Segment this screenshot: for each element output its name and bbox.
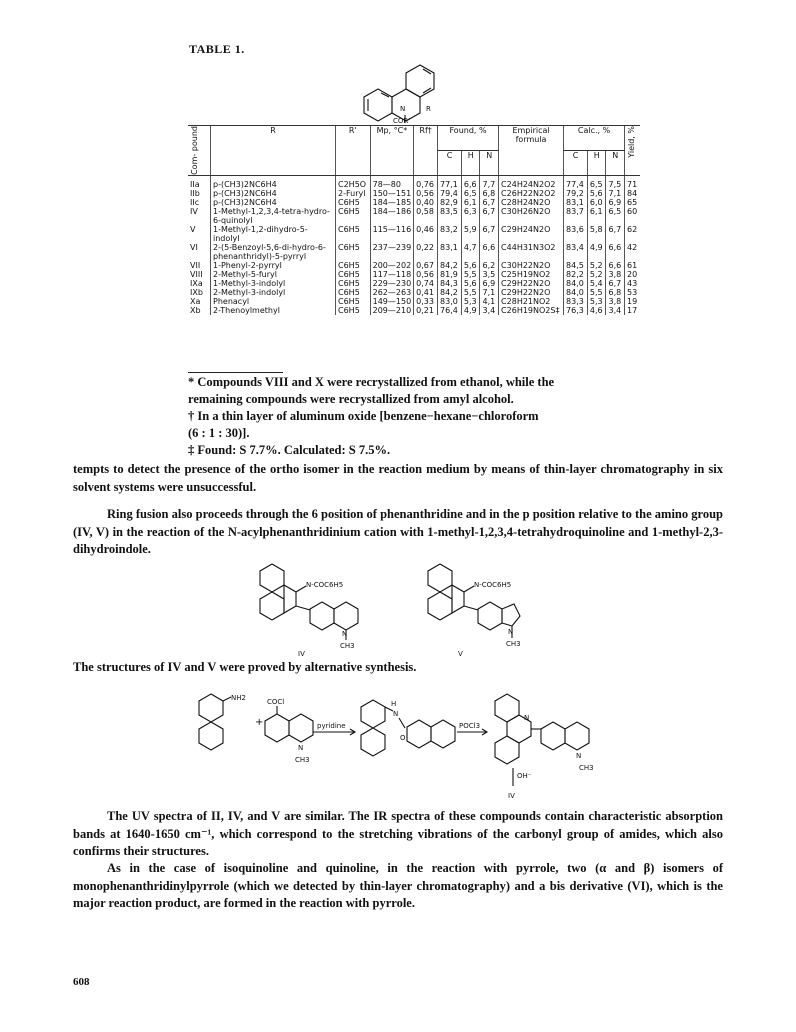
iv-cor-label: N-COC6H5 xyxy=(306,581,344,589)
table-cell-calc-c: 83,3 xyxy=(564,297,588,306)
table-cell-compound: IIa xyxy=(190,179,200,189)
table-cell-calc-n: 6,7 xyxy=(606,225,625,243)
table-cell-yield: 65 xyxy=(625,198,640,207)
table-cell-calc-c: 79,2 xyxy=(564,189,588,198)
table-cell-found-h: 6,6 xyxy=(461,175,480,189)
footnote-line: † In a thin layer of aluminum oxide [benzene−hexane−chloroform xyxy=(188,409,539,423)
table-structure-diagram xyxy=(360,55,460,125)
table-cell-calc-c: 82,2 xyxy=(564,270,588,279)
header-empirical-formula: Empirical formula xyxy=(499,126,564,176)
ch3-1-label: CH3 xyxy=(295,756,310,764)
acid-chloride xyxy=(265,698,313,764)
table-body xyxy=(188,175,640,315)
table-cell-yield: 42 xyxy=(625,243,640,261)
table-cell-r-prime: C6H5 xyxy=(336,297,371,306)
table-cell-rf: 0,40 xyxy=(414,198,438,207)
table-cell-calc-c: 76,3 xyxy=(564,306,588,315)
header-calc: Calc., % xyxy=(564,126,625,151)
header-found-c: C xyxy=(438,150,462,175)
table-cell-found-n: 6,8 xyxy=(480,189,499,198)
table-cell-mp: 209—210 xyxy=(370,306,414,315)
table-cell-formula: C28H24N2O xyxy=(499,198,564,207)
aminobiphenyl xyxy=(199,694,246,750)
table-cell-rf: 0,41 xyxy=(414,288,438,297)
scheme-synthesis xyxy=(195,690,615,805)
header-found-h: H xyxy=(461,150,480,175)
table-row xyxy=(188,279,640,288)
table-cell-r-prime: C6H5 xyxy=(336,225,371,243)
table-cell-found-c: 83,2 xyxy=(438,225,462,243)
paragraph-4: The UV spectra of II, IV, and V are similar. The IR spectra of these compounds contain characteristic absorption bands at 1640-1650 cm⁻¹, which correspond to the stretching vibrations of the carbonyl group of amides, which also confirms their structures. xyxy=(73,809,723,858)
table-cell-mp: 200—202 xyxy=(370,261,414,270)
table-cell-rf: 0,58 xyxy=(414,207,438,225)
cocl-label: COCl xyxy=(267,698,285,706)
table-cell-rf: 0,33 xyxy=(414,297,438,306)
table-cell-calc-n: 7,1 xyxy=(606,189,625,198)
table-cell-rf: 0,67 xyxy=(414,261,438,270)
table-cell-r: 2-Thenoylmethyl xyxy=(211,306,336,315)
table-cell-formula: C24H24N2O2 xyxy=(499,175,564,189)
table-cell-calc-h: 5,6 xyxy=(587,189,606,198)
header-mp: Mp, °C* xyxy=(370,126,414,176)
header-r: R xyxy=(211,126,336,176)
n4-label: N xyxy=(576,752,582,760)
table-cell-calc-c: 77,4 xyxy=(564,175,588,189)
table-cell-r-prime: 2-Furyl xyxy=(336,189,371,198)
structure-iv xyxy=(260,564,358,658)
table-cell-calc-n: 7,5 xyxy=(606,175,625,189)
table-cell-compound: VII xyxy=(190,260,201,270)
table-cell-yield: 20 xyxy=(625,270,640,279)
nh2-label: NH2 xyxy=(231,694,246,702)
paragraph-2: Ring fusion also proceeds through the 6 position of phenanthridine and in the p position relative to the amino group (IV, V) in the reaction of the N-acylphenanthridinium cation with 1-methyl-1,2,3,4-tetrahydroquinoline and 1-methyl-2,3-dihydroindole. xyxy=(73,507,723,556)
header-r-prime: R' xyxy=(336,126,371,176)
table-cell-formula: C25H19NO2 xyxy=(499,270,564,279)
table-row xyxy=(188,198,640,207)
footnote-line: ‡ Found: S 7.7%. Calculated: S 7.5%. xyxy=(188,443,391,457)
n1-label: N xyxy=(298,744,304,752)
table-cell-formula: C29H24N2O xyxy=(499,225,564,243)
table-cell-compound: IXb xyxy=(190,287,203,297)
table-cell-calc-n: 6,6 xyxy=(606,243,625,261)
table-cell-found-c: 79,4 xyxy=(438,189,462,198)
header-rf: Rf† xyxy=(414,126,438,176)
table-cell-r-prime: C6H5 xyxy=(336,198,371,207)
table-row xyxy=(188,306,640,315)
header-yield: Yield, % xyxy=(625,126,640,176)
table-cell-r: 1-Methyl-3-indolyl xyxy=(211,279,336,288)
header-found: Found, % xyxy=(438,126,499,151)
table-cell-formula: C30H26N2O xyxy=(499,207,564,225)
table-cell-found-n: 7,7 xyxy=(480,175,499,189)
table-row xyxy=(188,175,640,189)
table-cell-calc-h: 5,2 xyxy=(587,261,606,270)
footnote-rule xyxy=(188,372,283,373)
table-cell-calc-n: 6,5 xyxy=(606,207,625,225)
table-cell-calc-h: 5,8 xyxy=(587,225,606,243)
header-calc-c: C xyxy=(564,150,588,175)
table-cell-found-c: 84,3 xyxy=(438,279,462,288)
table-cell-formula: C28H21NO2 xyxy=(499,297,564,306)
table-cell-compound: Xb xyxy=(190,305,201,315)
table-cell-found-n: 6,7 xyxy=(480,198,499,207)
table-cell-found-h: 5,9 xyxy=(461,225,480,243)
table-row xyxy=(188,270,640,279)
table-cell-mp: 229—230 xyxy=(370,279,414,288)
table-row xyxy=(188,225,640,243)
table-cell-calc-h: 5,2 xyxy=(587,270,606,279)
table-cell-formula: C29H22N2O xyxy=(499,279,564,288)
structure-cor-label: COR' xyxy=(393,117,411,125)
footnote-line: * Compounds VIII and X were recrystallized from ethanol, while the xyxy=(188,375,555,389)
table-cell-found-n: 6,7 xyxy=(480,207,499,225)
phenanthridine-skeleton xyxy=(364,65,434,121)
amide-intermediate xyxy=(361,700,455,756)
header-compound: Com- pound xyxy=(188,126,211,176)
table-cell-r: p-(CH3)2NC6H4 xyxy=(211,175,336,189)
table-cell-found-h: 5,5 xyxy=(461,270,480,279)
iv-product-label: IV xyxy=(508,792,515,800)
table-cell-yield: 61 xyxy=(625,261,640,270)
table-cell-r-prime: C6H5 xyxy=(336,261,371,270)
table-cell-r: 2-Methyl-3-indolyl xyxy=(211,288,336,297)
compound-data-table xyxy=(188,125,640,315)
iv-label: IV xyxy=(298,650,305,658)
table-cell-found-n: 6,2 xyxy=(480,261,499,270)
table-cell-yield: 43 xyxy=(625,279,640,288)
table-cell-found-h: 6,3 xyxy=(461,207,480,225)
table-cell-found-c: 84,2 xyxy=(438,261,462,270)
table-cell-calc-h: 6,0 xyxy=(587,198,606,207)
table-cell-found-h: 6,5 xyxy=(461,189,480,198)
table-row xyxy=(188,243,640,261)
table-cell-r-prime: C6H5 xyxy=(336,243,371,261)
table-cell-r-prime: C6H5 xyxy=(336,288,371,297)
table-cell-yield: 60 xyxy=(625,207,640,225)
table-cell-r: 1-Methyl-1,2-dihydro-5-indolyl xyxy=(211,225,336,243)
table-cell-rf: 0,56 xyxy=(414,270,438,279)
table-cell-rf: 0,22 xyxy=(414,243,438,261)
table-cell-mp: 149—150 xyxy=(370,297,414,306)
table-cell-compound: IV xyxy=(190,206,198,216)
table-cell-rf: 0,56 xyxy=(414,189,438,198)
table-cell-found-c: 83,1 xyxy=(438,243,462,261)
table-cell-found-c: 81,9 xyxy=(438,270,462,279)
table-cell-yield: 84 xyxy=(625,189,640,198)
table-cell-found-n: 3,5 xyxy=(480,270,499,279)
header-calc-n: N xyxy=(606,150,625,175)
pyridine-label: pyridine xyxy=(317,722,346,730)
table-cell-r: Phenacyl xyxy=(211,297,336,306)
footnote-line: remaining compounds were recrystallized from amyl alcohol. xyxy=(188,392,514,406)
table-cell-r: p-(CH3)2NC6H4 xyxy=(211,198,336,207)
v-n-label: N xyxy=(508,628,514,636)
iv-n-label: N xyxy=(342,630,348,638)
table-cell-calc-n: 3,8 xyxy=(606,297,625,306)
structure-v xyxy=(428,564,521,658)
page-number: 608 xyxy=(73,976,90,988)
table-cell-mp: 184—186 xyxy=(370,207,414,225)
product-iv xyxy=(495,694,594,800)
table-cell-r-prime: C6H5 xyxy=(336,207,371,225)
table-cell-mp: 262—263 xyxy=(370,288,414,297)
table-cell-formula: C30H22N2O xyxy=(499,261,564,270)
table-cell-r: p-(CH3)2NC6H4 xyxy=(211,189,336,198)
table-cell-compound: VI xyxy=(190,242,198,252)
footnote-line: (6 : 1 : 30)]. xyxy=(188,426,250,440)
table-cell-r: 2-Methyl-5-furyl xyxy=(211,270,336,279)
table-cell-compound: Xa xyxy=(190,296,201,306)
table-cell-calc-n: 6,7 xyxy=(606,279,625,288)
table-cell-calc-h: 6,1 xyxy=(587,207,606,225)
table-cell-rf: 0,76 xyxy=(414,175,438,189)
oh-label: OH⁻ xyxy=(517,772,532,780)
table-row xyxy=(188,261,640,270)
table-cell-calc-n: 6,6 xyxy=(606,261,625,270)
table-cell-found-c: 82,9 xyxy=(438,198,462,207)
table-cell-rf: 0,46 xyxy=(414,225,438,243)
table-cell-calc-n: 6,8 xyxy=(606,288,625,297)
table-cell-calc-h: 5,5 xyxy=(587,288,606,297)
table-cell-calc-c: 83,7 xyxy=(564,207,588,225)
table-cell-calc-c: 83,6 xyxy=(564,225,588,243)
table-cell-r: 1-Phenyl-2-pyrryl xyxy=(211,261,336,270)
v-cor-label: N-COC6H5 xyxy=(474,581,512,589)
table-cell-r-prime: C6H5 xyxy=(336,306,371,315)
table-cell-found-n: 3,4 xyxy=(480,306,499,315)
table-cell-compound: IIb xyxy=(190,188,200,198)
table-cell-found-c: 76,4 xyxy=(438,306,462,315)
iv-ch3-label: CH3 xyxy=(340,642,355,650)
table-title: TABLE 1. xyxy=(189,42,245,56)
table-row xyxy=(188,288,640,297)
table-cell-formula: C44H31N3O2 xyxy=(499,243,564,261)
table-cell-found-c: 83,0 xyxy=(438,297,462,306)
table-cell-calc-h: 4,6 xyxy=(587,306,606,315)
table-cell-mp: 237—239 xyxy=(370,243,414,261)
table-cell-r-prime: C6H5 xyxy=(336,270,371,279)
header-found-n: N xyxy=(480,150,499,175)
table-cell-yield: 71 xyxy=(625,175,640,189)
table-cell-calc-c: 84,0 xyxy=(564,279,588,288)
paragraph-5: As in the case of isoquinoline and quinoline, in the reaction with pyrrole, two (α and β) isomers of monophenanthridinylpyrrole (which we detected by thin-layer chromatography) and a bis derivative (VI), which is the major reaction product, are formed in the reaction with pyrrole. xyxy=(73,861,723,910)
table-cell-found-c: 84,2 xyxy=(438,288,462,297)
table-cell-mp: 115—116 xyxy=(370,225,414,243)
table-cell-calc-n: 3,4 xyxy=(606,306,625,315)
table-cell-found-n: 6,9 xyxy=(480,279,499,288)
n3-label: N xyxy=(524,714,530,722)
table-cell-calc-h: 5,3 xyxy=(587,297,606,306)
table-row xyxy=(188,207,640,225)
table-cell-found-h: 5,6 xyxy=(461,261,480,270)
table-cell-found-h: 6,1 xyxy=(461,198,480,207)
table-cell-mp: 184—185 xyxy=(370,198,414,207)
table-cell-rf: 0,21 xyxy=(414,306,438,315)
table-cell-formula: C26H22N2O2 xyxy=(499,189,564,198)
ch3-2-label: CH3 xyxy=(579,764,594,772)
table-cell-r-prime: C6H5 xyxy=(336,279,371,288)
table-cell-found-c: 77,1 xyxy=(438,175,462,189)
table-cell-mp: 150—151 xyxy=(370,189,414,198)
table-cell-yield: 17 xyxy=(625,306,640,315)
table-cell-calc-n: 6,9 xyxy=(606,198,625,207)
table-cell-found-n: 4,1 xyxy=(480,297,499,306)
table-cell-r: 2-(5-Benzoyl-5,6-di-hydro-6-phenanthridyl)-5-pyrryl xyxy=(211,243,336,261)
table-footnotes xyxy=(188,372,648,459)
table-cell-compound: IIc xyxy=(190,197,200,207)
table-cell-found-h: 5,3 xyxy=(461,297,480,306)
structure-n-label: N xyxy=(400,105,406,113)
table-cell-r-prime: C2H5O xyxy=(336,175,371,189)
table-cell-calc-h: 6,5 xyxy=(587,175,606,189)
header-calc-h: H xyxy=(587,150,606,175)
v-ch3-label: CH3 xyxy=(506,640,521,648)
table-cell-compound: V xyxy=(190,224,196,234)
paragraph-1: tempts to detect the presence of the ortho isomer in the reaction medium by means of thin-layer chromatography in six solvent systems were unsuccessful. xyxy=(73,462,723,494)
paragraph-3: The structures of IV and V were proved by alternative synthesis. xyxy=(73,660,417,674)
table-cell-calc-c: 84,5 xyxy=(564,261,588,270)
table-cell-compound: VIII xyxy=(190,269,203,279)
table-cell-rf: 0,74 xyxy=(414,279,438,288)
table-cell-calc-h: 5,4 xyxy=(587,279,606,288)
table-cell-compound: IXa xyxy=(190,278,203,288)
n2-label: N xyxy=(393,710,399,718)
scheme-iv-v xyxy=(250,560,550,665)
table-cell-calc-c: 83,1 xyxy=(564,198,588,207)
table-cell-found-n: 6,6 xyxy=(480,243,499,261)
table-cell-found-n: 6,7 xyxy=(480,225,499,243)
table-cell-mp: 117—118 xyxy=(370,270,414,279)
table-cell-found-h: 5,6 xyxy=(461,279,480,288)
table-cell-calc-c: 83,4 xyxy=(564,243,588,261)
plus-sign: + xyxy=(255,717,264,728)
table-cell-calc-h: 4,9 xyxy=(587,243,606,261)
table-cell-mp: 78—80 xyxy=(370,175,414,189)
structure-r-label: R xyxy=(426,105,431,113)
table-row xyxy=(188,297,640,306)
table-cell-yield: 62 xyxy=(625,225,640,243)
table-cell-yield: 19 xyxy=(625,297,640,306)
table-cell-formula: C29H22N2O xyxy=(499,288,564,297)
table-cell-calc-c: 84,0 xyxy=(564,288,588,297)
table-cell-found-h: 4,9 xyxy=(461,306,480,315)
pocl3-label: POCl3 xyxy=(459,722,481,730)
table-row xyxy=(188,189,640,198)
table-cell-found-n: 7,1 xyxy=(480,288,499,297)
table-cell-formula: C26H19NO2S‡ xyxy=(499,306,564,315)
o-label: O xyxy=(400,734,406,742)
h-label: H xyxy=(391,700,397,708)
table-cell-found-h: 4,7 xyxy=(461,243,480,261)
table-cell-yield: 53 xyxy=(625,288,640,297)
table-cell-calc-n: 3,8 xyxy=(606,270,625,279)
table-cell-found-h: 5,5 xyxy=(461,288,480,297)
v-label: V xyxy=(458,650,463,658)
table-cell-r: 1-Methyl-1,2,3,4-tetra-hydro-6-quinolyl xyxy=(211,207,336,225)
table-cell-found-c: 83,5 xyxy=(438,207,462,225)
